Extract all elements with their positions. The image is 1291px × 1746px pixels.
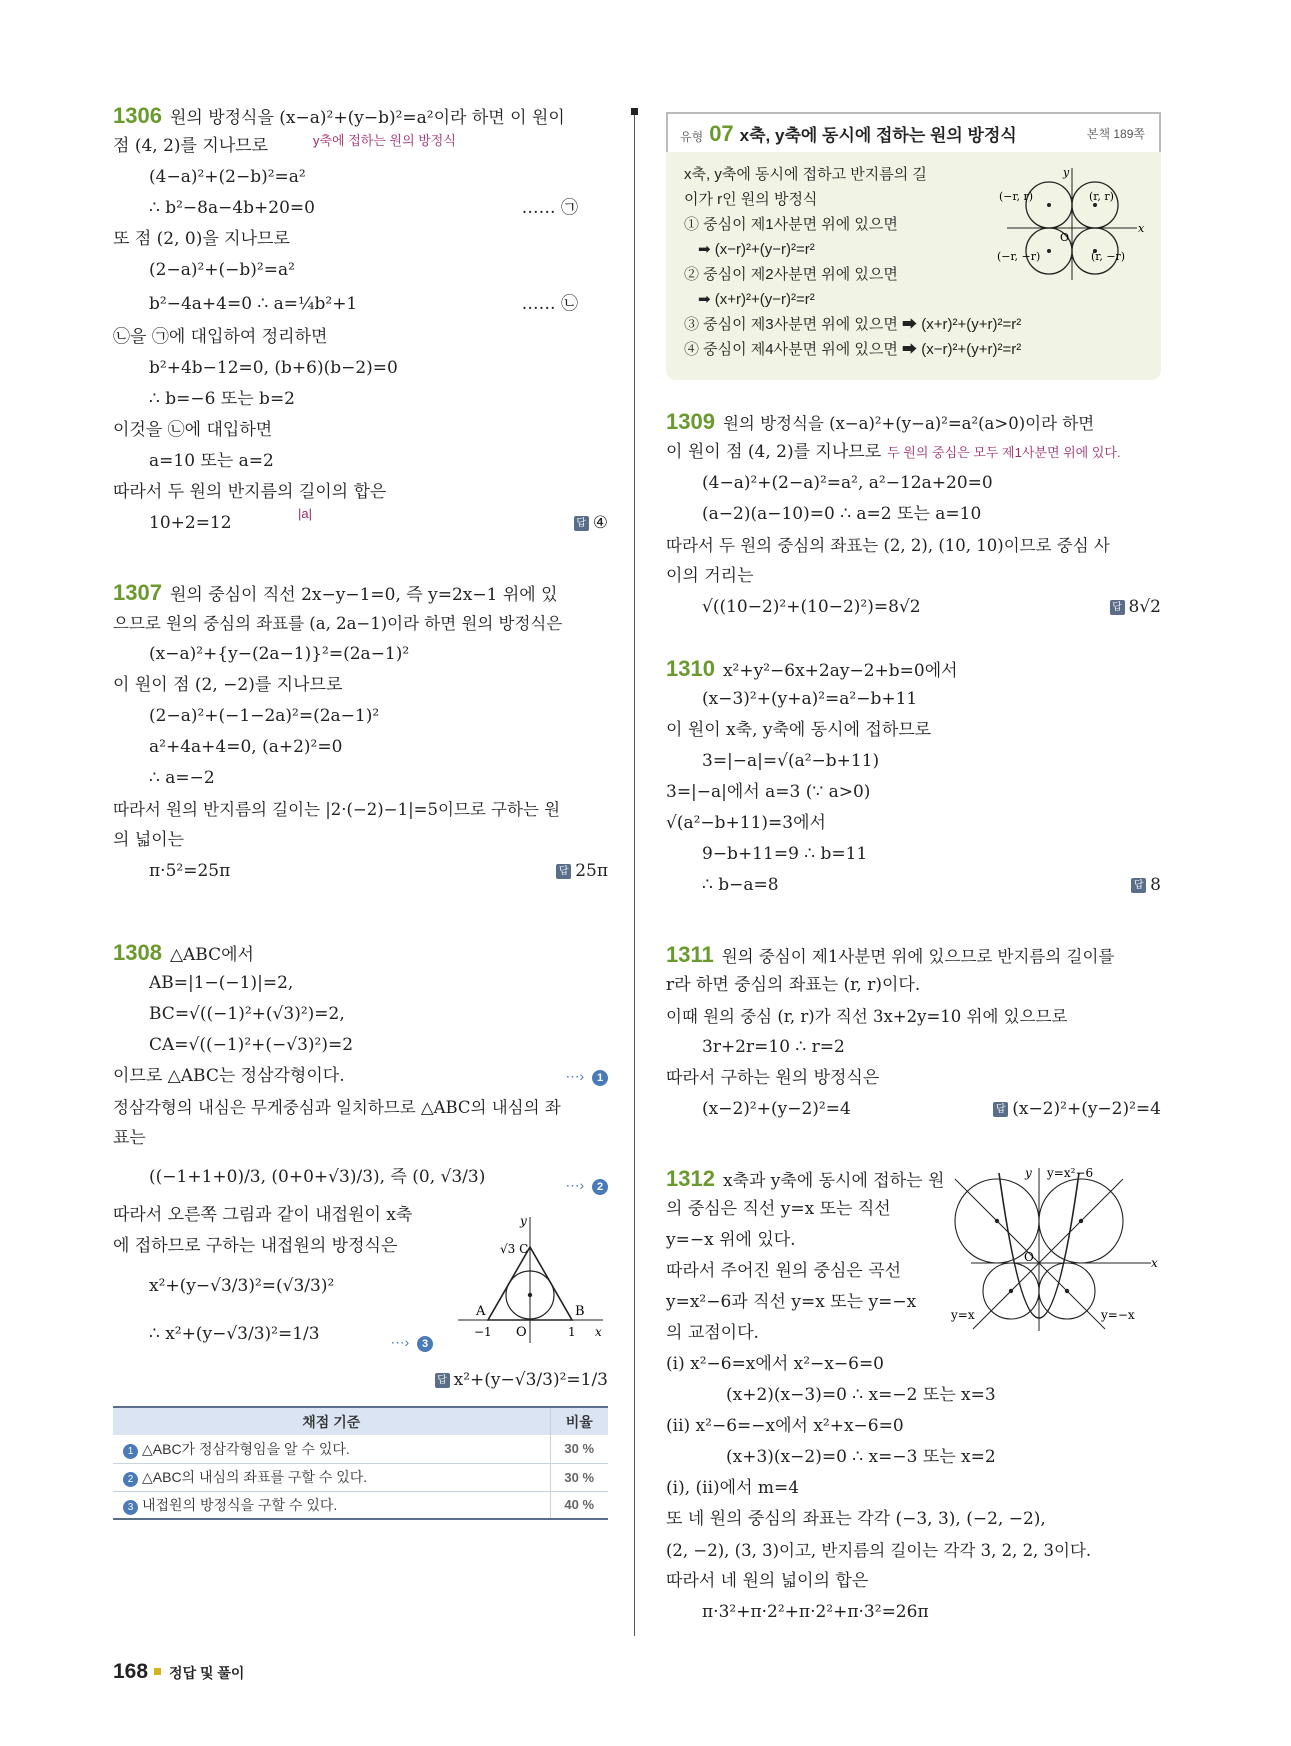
fig-label-q3: (−r, −r) (997, 250, 1041, 263)
equation: CA=√((−1)²+(−√3)²)=2 (149, 1035, 354, 1055)
type-title: x축, y축에 동시에 접하는 원의 방정식 (739, 126, 1017, 145)
fig-axis-x: x (595, 1325, 602, 1339)
equation: BC=√((−1)²+(√3)²)=2, (149, 1004, 345, 1024)
text-line: (ii) x²−6=−x에서 x²+x−6=0 (666, 1416, 904, 1436)
answer-value: x²+(y−√3/3)²=1/3 (453, 1370, 608, 1390)
answer (574, 508, 608, 539)
criteria-pct: 30 % (550, 1463, 608, 1491)
fig-line-label-ymx: y=−x (1101, 1308, 1135, 1322)
table-row (113, 1463, 608, 1491)
type-line: 이가 r인 원의 방정식 (684, 191, 818, 208)
equation: AB=|1−(−1)|=2, (149, 973, 294, 993)
text-line: △ABC에서 (169, 945, 254, 965)
answer-icon: 답 (1131, 878, 1146, 893)
page-number: 168 (113, 1660, 149, 1683)
problem-1307 (113, 577, 608, 887)
equation: π·5²=25π (149, 861, 231, 881)
problem-1308 (113, 937, 608, 1402)
answer-icon: 답 (993, 1102, 1008, 1117)
equation: (x−a)²+{y−(2a−1)}²=(2a−1)² (149, 644, 410, 664)
equation: ∴ b=−6 또는 b=2 (149, 389, 296, 409)
fig-label-a: A (476, 1304, 486, 1319)
answer-value: (x−2)²+(y−2)²=4 (1012, 1099, 1161, 1119)
text-line: 따라서 두 원의 중심의 좌표는 (2, 2), (10, 10)이므로 중심 사 (666, 536, 1110, 555)
equation: b²+4b−12=0, (b+6)(b−2)=0 (149, 358, 398, 378)
left-column (113, 100, 608, 1520)
text-line: 의 중심은 직선 y=x 또는 직선 (666, 1199, 891, 1219)
equation: (x+3)(x−2)=0 ∴ x=−3 또는 x=2 (726, 1447, 996, 1467)
problem-1311 (666, 939, 1161, 1125)
table-row (113, 1491, 608, 1519)
text-line: √(a²−b+11)=3에서 (666, 813, 826, 833)
equation: (2−a)²+(−1−2a)²=(2a−1)² (149, 706, 380, 726)
text-line: 또 네 원의 중심의 좌표는 각각 (−3, 3), (−2, −2), (666, 1509, 1046, 1529)
column-divider (634, 108, 635, 1636)
text-line: 따라서 구하는 원의 방정식은 (666, 1068, 880, 1088)
text-line: x축과 y축에 동시에 접하는 원 (722, 1171, 945, 1191)
type-header (666, 112, 1161, 152)
answer (556, 856, 608, 887)
criteria-number: 2 (123, 1472, 138, 1487)
step-marker-2: ⋯› 2 (565, 1162, 608, 1208)
type-box (666, 112, 1161, 380)
equation: 9−b+11=9 ∴ b=11 (702, 844, 868, 864)
text-line: 따라서 원의 반지름의 길이는 |2·(−2)−1|=5이므로 구하는 원 (113, 800, 561, 819)
equation: ∴ b²−8a−4b+20=0 (149, 198, 315, 218)
equation: 10+2=12 (149, 513, 232, 533)
type-number: 07 (709, 121, 734, 146)
text-line: 이때 원의 중심 (r, r)가 직선 3x+2y=10 위에 있으므로 (666, 1007, 1068, 1026)
type-line: ③ 중심이 제3사분면 위에 있으면 ➡ (x+r)²+(y+r)²=r² (684, 316, 1022, 333)
step-marker-3: ⋯› 3 (390, 1318, 433, 1366)
fig-label-q4: (r, −r) (1091, 250, 1126, 263)
type-line: ① 중심이 제1사분면 위에 있으면 (684, 216, 898, 233)
equation: (4−a)²+(2−b)²=a² (149, 167, 306, 187)
text-line: 의 교점이다. (666, 1323, 759, 1343)
fig-label-o: O (1060, 231, 1070, 244)
problem-1306 (113, 100, 608, 539)
criteria-pct: 30 % (550, 1435, 608, 1463)
problem-number: 1312 (666, 1166, 715, 1191)
scoring-table (113, 1406, 608, 1520)
criteria-number: 1 (123, 1444, 138, 1459)
answer-icon: 답 (574, 516, 589, 531)
criteria-pct: 40 % (550, 1491, 608, 1519)
type-body (666, 152, 1161, 380)
answer-icon: 답 (556, 864, 571, 879)
text-line: 이 원이 점 (2, −2)를 지나므로 (113, 675, 343, 695)
text-line: y=−x 위에 있다. (666, 1230, 796, 1250)
step-marker-1: ⋯› 1 (565, 1061, 608, 1092)
equation: b²−4a+4=0 ∴ a=¼b²+1 (149, 294, 358, 314)
problem-1312 (666, 1163, 1161, 1628)
text-line: 원의 중심이 직선 2x−y−1=0, 즉 y=2x−1 위에 있 (169, 585, 558, 605)
answer-icon: 답 (1110, 600, 1125, 615)
page-footer (113, 1660, 244, 1684)
problem-1310 (666, 653, 1161, 901)
text-line: (i), (ii)에서 m=4 (666, 1478, 800, 1498)
text-line: 의 넓이는 (113, 830, 185, 850)
right-column (666, 112, 1161, 1666)
answer-value: ④ (592, 513, 608, 533)
fig-label-b: B (575, 1304, 585, 1319)
text-line: 이 원이 x축, y축에 동시에 접하므로 (666, 720, 932, 740)
text-line: 원의 방정식을 (x−a)²+(y−a)²=a²(a>0)이라 하면 (722, 414, 1095, 433)
text-line: 원의 중심이 제1사분면 위에 있으므로 반지름의 길이를 (721, 947, 1115, 966)
type-reference: 본책 189쪽 (1086, 127, 1145, 141)
text-line: ㉡을 ㉠에 대입하여 정리하면 (113, 327, 328, 347)
equation: √((10−2)²+(10−2)²)=8√2 (702, 597, 921, 617)
score-header-ratio: 비율 (550, 1407, 608, 1435)
four-circles-figure (997, 164, 1147, 282)
equation: ∴ x²+(y−√3/3)²=1/3 (149, 1324, 320, 1344)
criteria-number: 3 (123, 1500, 138, 1515)
equation: (x+2)(x−3)=0 ∴ x=−2 또는 x=3 (726, 1385, 996, 1405)
answer-icon: 답 (435, 1373, 450, 1388)
footer-square-icon (154, 1668, 161, 1675)
equation: 3r+2r=10 ∴ r=2 (702, 1037, 845, 1057)
answer (993, 1094, 1161, 1125)
score-header-criteria: 채점 기준 (113, 1407, 550, 1435)
text-line: r라 하면 중심의 좌표는 (r, r)이다. (666, 975, 921, 995)
fig-label-o: O (516, 1325, 527, 1340)
answer-value: 8 (1150, 875, 1161, 895)
table-row (113, 1435, 608, 1463)
parabola-circles-figure (951, 1163, 1161, 1333)
criteria-text: 내접원의 방정식을 구할 수 있다. (142, 1496, 338, 1513)
type-line: ➡ (x−r)²+(y−r)²=r² (698, 241, 815, 258)
text-line: 이 원이 점 (4, 2)를 지나므로 (666, 442, 882, 462)
text-line: 이므로 △ABC는 정삼각형이다. (113, 1066, 345, 1086)
problem-number: 1311 (666, 942, 714, 967)
answer (435, 1358, 608, 1402)
footer-label: 정답 및 풀이 (169, 1665, 245, 1681)
text-line: 정삼각형의 내심은 무게중심과 일치하므로 △ABC의 내심의 좌 (113, 1098, 561, 1117)
problem-number: 1307 (113, 580, 162, 605)
text-line: 표는 (113, 1128, 146, 1148)
annotation-note: 두 원의 중심은 모두 제1사분면 위에 있다. (887, 445, 1121, 460)
fig-axis-y: y (1025, 1166, 1032, 1180)
text-line: 3=|−a|에서 a=3 (∵ a>0) (666, 782, 871, 802)
text-line: 따라서 오른쪽 그림과 같이 내접원이 x축 (113, 1205, 413, 1225)
type-line: ➡ (x+r)²+(y−r)²=r² (698, 291, 815, 308)
equation: (x−2)²+(y−2)²=4 (702, 1099, 851, 1119)
equation: ∴ b−a=8 (702, 875, 779, 895)
equation-mark: …… ㉠ (521, 198, 578, 218)
fig-axis-x: x (1151, 1256, 1158, 1270)
divider-dot (631, 108, 638, 115)
text-line: 점 (4, 2)를 지나므로 (113, 136, 269, 156)
equation: (x−3)²+(y+a)²=a²−b+11 (702, 689, 918, 709)
fig-label-1: 1 (568, 1325, 576, 1339)
annotation-note: y축에 접하는 원의 방정식 (313, 133, 456, 148)
text-line: 따라서 주어진 원의 중심은 곡선 (666, 1261, 902, 1281)
fig-axis-x: x (1138, 222, 1145, 235)
answer-value: 8√2 (1128, 597, 1161, 617)
text-line: 또 점 (2, 0)을 지나므로 (113, 229, 290, 249)
problem-number: 1308 (113, 940, 162, 965)
problem-number: 1310 (666, 656, 715, 681)
fig-axis-y: y (520, 1215, 527, 1228)
equation: π·3²+π·2²+π·2²+π·3²=26π (702, 1602, 929, 1622)
type-line: ② 중심이 제2사분면 위에 있으면 (684, 266, 898, 283)
text-line: 따라서 두 원의 반지름의 길이의 합은 (113, 482, 387, 502)
type-line: x축, y축에 동시에 접하고 반지름의 길 (684, 166, 927, 183)
text-line: y=x²−6과 직선 y=x 또는 y=−x (666, 1292, 917, 1312)
criteria-text: △ABC의 내심의 좌표를 구할 수 있다. (142, 1469, 368, 1485)
answer-value: 25π (575, 861, 608, 881)
equation: ((−1+1+0)/3, (0+0+√3)/3), 즉 (0, √3/3) (149, 1167, 486, 1187)
equation: (2−a)²+(−b)²=a² (149, 260, 295, 280)
answer (1110, 592, 1161, 623)
equation-mark: …… ㉡ (521, 294, 578, 314)
fig-label-q2: (−r, r) (999, 190, 1034, 203)
type-label: 유형 (680, 130, 704, 144)
text-line: 이의 거리는 (666, 566, 754, 586)
problem-number: 1306 (113, 103, 162, 128)
criteria-text: △ABC가 정삼각형임을 알 수 있다. (142, 1440, 350, 1457)
triangle-figure (458, 1215, 608, 1345)
text-line: 따라서 네 원의 넓이의 합은 (666, 1571, 869, 1591)
text-line: (2, −2), (3, 3)이고, 반지름의 길이는 각각 3, 2, 2, 3이다. (666, 1541, 1092, 1560)
fig-label-c: √3 C (500, 1242, 529, 1256)
answer (1131, 870, 1161, 901)
equation: (4−a)²+(2−a)²=a², a²−12a+20=0 (702, 473, 993, 493)
text-line: 원의 방정식을 (x−a)²+(y−b)²=a²이라 하면 이 원이 (169, 108, 565, 128)
equation: ∴ a=−2 (149, 768, 215, 788)
type-line: ④ 중심이 제4사분면 위에 있으면 ➡ (x−r)²+(y+r)²=r² (684, 341, 1022, 358)
problem-number: 1309 (666, 409, 715, 434)
equation: x²+(y−√3/3)²=(√3/3)² (149, 1276, 335, 1296)
fig-curve-label: y=x²−6 (1047, 1166, 1094, 1180)
text-line: 으므로 원의 중심의 좌표를 (a, 2a−1)이라 하면 원의 방정식은 (113, 614, 563, 633)
fig-line-label-yx: y=x (951, 1308, 975, 1322)
fig-label-minus1: −1 (474, 1325, 492, 1339)
equation: (a−2)(a−10)=0 ∴ a=2 또는 a=10 (702, 504, 982, 524)
problem-1309 (666, 406, 1161, 623)
text-line: (i) x²−6=x에서 x²−x−6=0 (666, 1354, 885, 1374)
equation: 3=|−a|=√(a²−b+11) (702, 751, 880, 771)
text-line: x²+y²−6x+2ay−2+b=0에서 (722, 661, 958, 681)
fig-label-o: O (1024, 1250, 1034, 1264)
fig-label-q1: (r, r) (1089, 190, 1114, 203)
equation: a=10 또는 a=2 (149, 451, 274, 471)
annotation-note: |a| (298, 506, 312, 521)
fig-axis-y: y (1063, 166, 1070, 179)
text-line: 이것을 ㉡에 대입하면 (113, 420, 273, 440)
equation: a²+4a+4=0, (a+2)²=0 (149, 737, 343, 757)
text-line: 에 접하므로 구하는 내접원의 방정식은 (113, 1236, 398, 1256)
